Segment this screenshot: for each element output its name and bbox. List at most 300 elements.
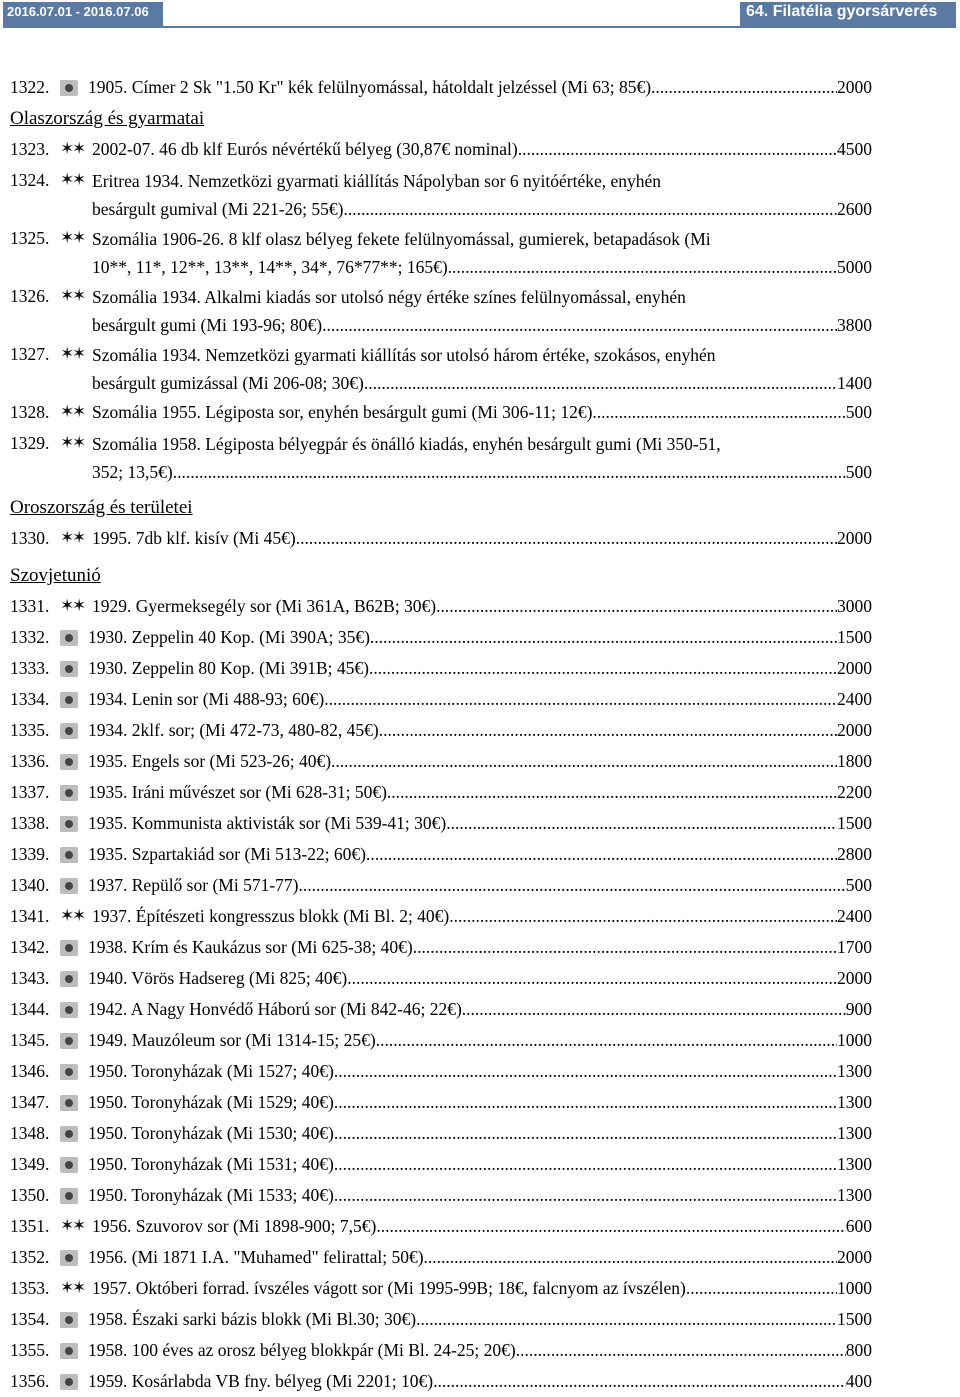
condition-icons [60, 1273, 88, 1304]
leader-dots [449, 901, 837, 932]
description-line [92, 1273, 872, 1304]
description-line [88, 1118, 872, 1149]
description-line [88, 1149, 872, 1180]
postmarked-stamp-icon [60, 630, 78, 646]
lot-description [88, 808, 872, 839]
description-line [92, 591, 872, 622]
lot-price: 500 [845, 402, 872, 422]
postmarked-stamp-icon [60, 754, 78, 770]
condition-icons [60, 134, 88, 165]
lot-entry [10, 684, 872, 715]
lot-number: 1325. [10, 228, 50, 248]
lot-description [92, 281, 872, 339]
description-line [88, 1335, 872, 1366]
lot-number: 1324. [10, 170, 50, 190]
section-heading: Szovjetunió [10, 565, 101, 586]
lot-price: 3800 [837, 315, 872, 335]
lot-entry [10, 777, 872, 808]
lot-description [92, 1211, 872, 1242]
lot-entry [10, 1118, 872, 1149]
condition-icons [60, 1025, 84, 1056]
leader-dots [331, 746, 837, 777]
lot-price: 3000 [837, 596, 872, 616]
lot-entry [10, 994, 872, 1025]
condition-icons [60, 963, 84, 994]
postmarked-stamp-icon [60, 1002, 78, 1018]
lot-description [88, 870, 872, 901]
condition-icons [60, 523, 88, 554]
lot-number: 1356. [10, 1371, 50, 1391]
lot-entry [10, 839, 872, 870]
description-line [88, 932, 872, 963]
section-heading: Oroszország és területei [10, 497, 193, 518]
lot-number: 1346. [10, 1061, 50, 1081]
description-line [88, 994, 872, 1025]
lot-number: 1322. [10, 77, 50, 97]
lot-description [92, 165, 872, 223]
condition-icons [60, 428, 88, 459]
description-text: 1950. Toronyházak (Mi 1531; 40€) [88, 1154, 334, 1174]
lot-price: 1300 [837, 1185, 872, 1205]
lot-entry [10, 715, 872, 746]
lot-entry [10, 963, 872, 994]
description-line [88, 808, 872, 839]
lot-entry [10, 1211, 872, 1242]
condition-icons [60, 870, 84, 901]
leader-dots [379, 715, 837, 746]
description-text: 1935. Iráni művészet sor (Mi 628-31; 50€) [88, 782, 387, 802]
description-line [88, 746, 872, 777]
lot-price: 1800 [837, 751, 872, 771]
lot-description [88, 622, 872, 653]
lot-entry [10, 281, 872, 339]
condition-icons [60, 165, 88, 196]
double-star-mint-icon [60, 530, 86, 548]
leader-dots [446, 808, 837, 839]
lot-price: 1400 [837, 373, 872, 393]
postmarked-stamp-icon [60, 847, 78, 863]
leader-dots [369, 653, 837, 684]
description-line [92, 397, 872, 428]
condition-icons [60, 932, 84, 963]
description-line [88, 1180, 872, 1211]
postmarked-stamp-icon [60, 1095, 78, 1111]
lot-description [88, 1118, 872, 1149]
description-text: 1937. Építészeti kongresszus blokk (Mi Bl. 2; 40€) [92, 906, 450, 926]
description-line [88, 839, 872, 870]
description-line [88, 72, 872, 103]
double-star-mint-icon [60, 230, 86, 248]
description-line [92, 901, 872, 932]
description-text: Szomália 1934. Alkalmi kiadás sor utolsó négy értéke színes felülnyomással, enyhén [92, 287, 686, 307]
lot-entry [10, 223, 872, 281]
lot-description [88, 1025, 872, 1056]
lot-entry [10, 901, 872, 932]
lot-price: 2000 [837, 658, 872, 678]
description-line [92, 430, 872, 458]
lot-entry [10, 339, 872, 397]
lot-number: 1327. [10, 344, 50, 364]
double-star-mint-icon [60, 1218, 86, 1236]
description-text: 1949. Mauzóleum sor (Mi 1314-15; 25€) [88, 1030, 376, 1050]
lot-description [92, 223, 872, 281]
double-star-mint-icon [60, 172, 86, 190]
condition-icons [60, 746, 84, 777]
leader-dots [387, 777, 837, 808]
condition-icons [60, 339, 88, 370]
lot-price: 400 [845, 1371, 872, 1391]
description-text: 1957. Októberi forrad. ívszéles vágott sor (Mi 1995-99B; 18€, falcnyom az ívszélen) [92, 1278, 686, 1298]
lot-description [88, 1242, 872, 1273]
condition-icons [60, 223, 88, 254]
lot-entry [10, 134, 872, 165]
description-text: 1940. Vörös Hadsereg (Mi 825; 40€) [88, 968, 348, 988]
lot-price: 2000 [837, 77, 872, 97]
header-divider [3, 26, 956, 28]
date-range: 2016.07.01 - 2016.07.06 [7, 4, 149, 19]
condition-icons [60, 1366, 84, 1397]
lot-entry [10, 1304, 872, 1335]
lot-price: 2400 [837, 689, 872, 709]
lot-description [88, 1149, 872, 1180]
description-text: Eritrea 1934. Nemzetközi gyarmati kiállítás Nápolyban sor 6 nyitóértéke, enyhén [92, 171, 662, 191]
description-line [92, 341, 872, 369]
lot-price: 2600 [837, 199, 872, 219]
lot-entry [10, 808, 872, 839]
postmarked-stamp-icon [60, 1033, 78, 1049]
leader-dots [433, 1366, 846, 1397]
description-text: 1930. Zeppelin 40 Kop. (Mi 390A; 35€) [88, 627, 370, 647]
description-text: 1935. Engels sor (Mi 523-26; 40€) [88, 751, 332, 771]
lot-number: 1329. [10, 433, 50, 453]
description-text: 2002-07. 46 db klf Eurós névértékű bélyeg (30,87€ nominal) [92, 139, 518, 159]
condition-icons [60, 72, 84, 103]
lot-price: 800 [845, 1340, 872, 1360]
double-star-mint-icon [60, 346, 86, 364]
lot-price: 2000 [837, 720, 872, 740]
description-line [88, 1366, 872, 1397]
condition-icons [60, 1118, 84, 1149]
condition-icons [60, 808, 84, 839]
double-star-mint-icon [60, 908, 86, 926]
lot-description [92, 134, 872, 165]
description-text: 1938. Krím és Kaukázus sor (Mi 625-38; 40€) [88, 937, 413, 957]
lot-number: 1328. [10, 402, 50, 422]
description-text: 1956. (Mi 1871 I.A. "Muhamed" felirattal; 50€) [88, 1247, 424, 1267]
section-heading: Olaszország és gyarmatai [10, 108, 205, 129]
lot-description [88, 839, 872, 870]
lot-entry [10, 653, 872, 684]
description-text: 1942. A Nagy Honvédő Háború sor (Mi 842-46; 22€) [88, 999, 462, 1019]
description-line [88, 1025, 872, 1056]
description-line [88, 777, 872, 808]
lot-number: 1334. [10, 689, 50, 709]
lot-price: 1500 [837, 813, 872, 833]
double-star-mint-icon [60, 404, 86, 422]
condition-icons [60, 1211, 88, 1242]
lot-number: 1353. [10, 1278, 50, 1298]
lot-description [92, 1273, 872, 1304]
lot-description [88, 715, 872, 746]
description-text: 1905. Címer 2 Sk "1.50 Kr" kék felülnyomással, hátoldalt jelzéssel (Mi 63; 85€) [88, 77, 652, 97]
postmarked-stamp-icon [60, 661, 78, 677]
postmarked-stamp-icon [60, 1312, 78, 1328]
description-text: Szomália 1958. Légiposta bélyegpár és önálló kiadás, enyhén besárgult gumi (Mi 350-51, [92, 434, 721, 454]
postmarked-stamp-icon [60, 1126, 78, 1142]
leader-dots [334, 1149, 837, 1180]
lot-entry [10, 1242, 872, 1273]
lot-description [92, 523, 872, 554]
lot-description [92, 339, 872, 397]
condition-icons [60, 1149, 84, 1180]
description-line [92, 458, 872, 486]
lot-price: 1500 [837, 627, 872, 647]
postmarked-stamp-icon [60, 1250, 78, 1266]
leader-dots [370, 622, 837, 653]
description-line [88, 1304, 872, 1335]
description-text: 1950. Toronyházak (Mi 1533; 40€) [88, 1185, 334, 1205]
leader-dots [296, 523, 837, 554]
lot-number: 1340. [10, 875, 50, 895]
lot-description [92, 428, 872, 486]
lot-description [88, 777, 872, 808]
condition-icons [60, 777, 84, 808]
lot-entry [10, 746, 872, 777]
lot-price: 500 [845, 875, 872, 895]
leader-dots [516, 1335, 846, 1366]
lot-entry [10, 1366, 872, 1397]
lot-entry [10, 932, 872, 963]
lot-number: 1341. [10, 906, 50, 926]
postmarked-stamp-icon [60, 1157, 78, 1173]
condition-icons [60, 839, 84, 870]
postmarked-stamp-icon [60, 1188, 78, 1204]
lot-price: 1300 [837, 1154, 872, 1174]
lot-price: 2200 [837, 782, 872, 802]
postmarked-stamp-icon [60, 723, 78, 739]
leader-dots [334, 1087, 837, 1118]
leader-dots [376, 1211, 845, 1242]
lot-entry [10, 1180, 872, 1211]
lot-price: 600 [845, 1216, 872, 1236]
leader-dots [416, 1304, 837, 1335]
lot-list [10, 72, 872, 1397]
description-text: 1930. Zeppelin 80 Kop. (Mi 391B; 45€) [88, 658, 369, 678]
condition-icons [60, 1087, 84, 1118]
description-text: Szomália 1906-26. 8 klf olasz bélyeg fekete felülnyomással, gumierek, betapadások (Mi [92, 229, 711, 249]
leader-dots [322, 311, 837, 339]
lot-description [92, 397, 872, 428]
condition-icons [60, 397, 88, 428]
description-text: 1956. Szuvorov sor (Mi 1898-900; 7,5€) [92, 1216, 377, 1236]
description-text: 1950. Toronyházak (Mi 1530; 40€) [88, 1123, 334, 1143]
leader-dots [334, 1118, 837, 1149]
date-range-box [3, 2, 163, 26]
lot-description [88, 653, 872, 684]
condition-icons [60, 1056, 84, 1087]
auction-title: 64. Filatélia gyorsárverés [746, 3, 938, 20]
lot-description [88, 932, 872, 963]
description-line [88, 1242, 872, 1273]
double-star-mint-icon [60, 435, 86, 453]
lot-price: 2800 [837, 844, 872, 864]
lot-number: 1337. [10, 782, 50, 802]
lot-description [88, 1087, 872, 1118]
lot-description [88, 72, 872, 103]
description-text: 1934. Lenin sor (Mi 488-93; 60€) [88, 689, 325, 709]
lot-price: 5000 [837, 257, 872, 277]
description-text: 1959. Kosárlabda VB fny. bélyeg (Mi 2201; 10€) [88, 1371, 434, 1391]
leader-dots [324, 684, 837, 715]
lot-number: 1345. [10, 1030, 50, 1050]
condition-icons [60, 994, 84, 1025]
description-line [88, 1087, 872, 1118]
lot-entry [10, 1149, 872, 1180]
lot-number: 1349. [10, 1154, 50, 1174]
lot-number: 1343. [10, 968, 50, 988]
leader-dots [334, 1056, 837, 1087]
lot-number: 1335. [10, 720, 50, 740]
description-text: Szomália 1955. Légiposta sor, enyhén besárgult gumi (Mi 306-11; 12€) [92, 402, 593, 422]
leader-dots [343, 195, 837, 223]
leader-dots [413, 932, 837, 963]
leader-dots [462, 994, 846, 1025]
lot-price: 2400 [837, 906, 872, 926]
lot-number: 1330. [10, 528, 50, 548]
lot-price: 2000 [837, 1247, 872, 1267]
description-text: 1934. 2klf. sor; (Mi 472-73, 480-82, 45€) [88, 720, 379, 740]
double-star-mint-icon [60, 1280, 86, 1298]
description-line [88, 963, 872, 994]
description-text: 1958. 100 éves az orosz bélyeg blokkpár (Mi Bl. 24-25; 20€) [88, 1340, 516, 1360]
description-line [88, 653, 872, 684]
lot-entry [10, 870, 872, 901]
description-text: 1935. Szpartakiád sor (Mi 513-22; 60€) [88, 844, 367, 864]
description-text: 1929. Gyermeksegély sor (Mi 361A, B62B; 30€) [92, 596, 437, 616]
double-star-mint-icon [60, 141, 86, 159]
lot-entry [10, 1335, 872, 1366]
lot-price: 1000 [837, 1278, 872, 1298]
description-text: Szomália 1934. Nemzetközi gyarmati kiállítás sor utolsó három értéke, szokásos, enyhén [92, 345, 716, 365]
condition-icons [60, 591, 88, 622]
lot-entry [10, 428, 872, 486]
leader-dots [686, 1273, 837, 1304]
description-text: 1935. Kommunista aktivisták sor (Mi 539-41; 30€) [88, 813, 447, 833]
lot-entry [10, 1087, 872, 1118]
lot-number: 1338. [10, 813, 50, 833]
leader-dots [364, 369, 837, 397]
page-header [0, 0, 960, 24]
description-line [92, 134, 872, 165]
description-line [88, 715, 872, 746]
lot-description [88, 1304, 872, 1335]
lot-number: 1332. [10, 627, 50, 647]
condition-icons [60, 684, 84, 715]
condition-icons [60, 1304, 84, 1335]
lot-number: 1326. [10, 286, 50, 306]
lot-number: 1354. [10, 1309, 50, 1329]
postmarked-stamp-icon [60, 692, 78, 708]
lot-description [92, 901, 872, 932]
lot-entry [10, 591, 872, 622]
lot-price: 2000 [837, 528, 872, 548]
leader-dots [436, 591, 837, 622]
postmarked-stamp-icon [60, 878, 78, 894]
description-text: 1950. Toronyházak (Mi 1529; 40€) [88, 1092, 334, 1112]
lot-description [88, 1335, 872, 1366]
description-text: besárgult gumival (Mi 221-26; 55€) [92, 199, 344, 219]
lot-number: 1348. [10, 1123, 50, 1143]
lot-entry [10, 397, 872, 428]
description-text: 1950. Toronyházak (Mi 1527; 40€) [88, 1061, 334, 1081]
description-text: 1958. Északi sarki bázis blokk (Mi Bl.30; 30€) [88, 1309, 417, 1329]
lot-number: 1342. [10, 937, 50, 957]
leader-dots [651, 72, 837, 103]
lot-entry [10, 165, 872, 223]
leader-dots [366, 839, 837, 870]
description-line [88, 1056, 872, 1087]
auction-title-box [740, 2, 956, 26]
lot-price: 1500 [837, 1309, 872, 1329]
double-star-mint-icon [60, 598, 86, 616]
leader-dots [424, 1242, 837, 1273]
lot-entry [10, 622, 872, 653]
postmarked-stamp-icon [60, 1374, 78, 1390]
condition-icons [60, 653, 84, 684]
description-text: 1995. 7db klf. kisív (Mi 45€) [92, 528, 296, 548]
postmarked-stamp-icon [60, 1064, 78, 1080]
lot-entry [10, 72, 872, 103]
lot-description [88, 746, 872, 777]
lot-description [88, 994, 872, 1025]
condition-icons [60, 1242, 84, 1273]
lot-number: 1336. [10, 751, 50, 771]
lot-price: 2000 [837, 968, 872, 988]
description-line [88, 870, 872, 901]
postmarked-stamp-icon [60, 816, 78, 832]
lot-price: 500 [845, 462, 872, 482]
postmarked-stamp-icon [60, 80, 78, 96]
lot-price: 900 [845, 999, 872, 1019]
postmarked-stamp-icon [60, 971, 78, 987]
description-text: 10**, 11*, 12**, 13**, 14**, 34*, 76*77**; 165€) [92, 257, 448, 277]
leader-dots [592, 397, 845, 428]
lot-description [92, 591, 872, 622]
lot-description [88, 1180, 872, 1211]
description-line [92, 523, 872, 554]
description-line [92, 311, 872, 339]
lot-price: 1300 [837, 1061, 872, 1081]
lot-number: 1333. [10, 658, 50, 678]
leader-dots [173, 458, 846, 486]
leader-dots [298, 870, 845, 901]
lot-number: 1331. [10, 596, 50, 616]
description-line [92, 167, 872, 195]
description-line [92, 369, 872, 397]
description-text: besárgult gumizással (Mi 206-08; 30€) [92, 373, 364, 393]
leader-dots [334, 1180, 837, 1211]
postmarked-stamp-icon [60, 1343, 78, 1359]
description-line [92, 253, 872, 281]
condition-icons [60, 1180, 84, 1211]
lot-price: 1300 [837, 1123, 872, 1143]
condition-icons [60, 622, 84, 653]
lot-number: 1339. [10, 844, 50, 864]
description-line [88, 622, 872, 653]
lot-price: 4500 [837, 139, 872, 159]
lot-number: 1352. [10, 1247, 50, 1267]
lot-description [88, 684, 872, 715]
